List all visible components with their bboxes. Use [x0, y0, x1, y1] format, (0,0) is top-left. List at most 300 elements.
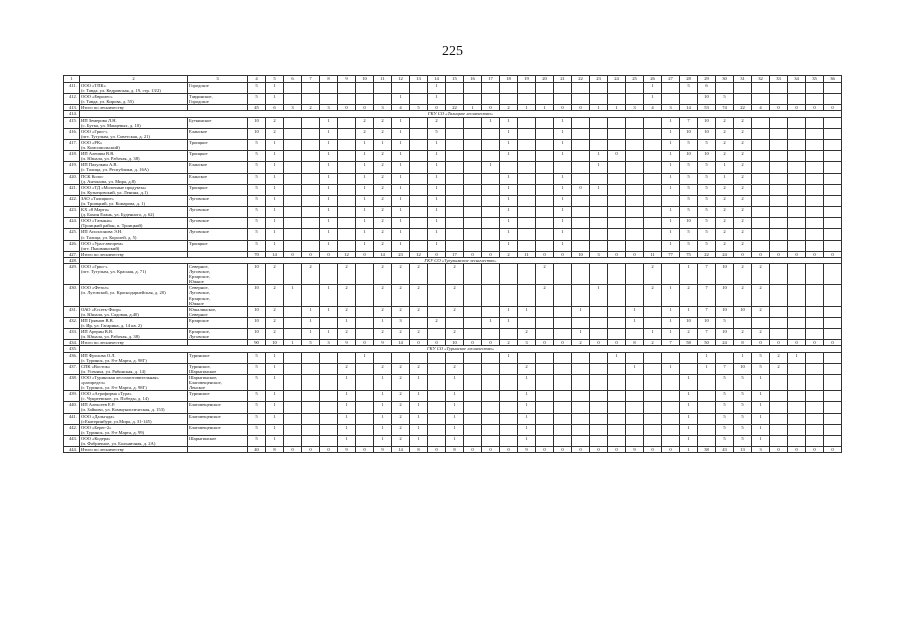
value-cell	[824, 229, 842, 240]
value-cell	[500, 329, 518, 340]
value-cell: 5	[302, 340, 320, 346]
value-cell: 1	[428, 229, 446, 240]
value-cell	[356, 329, 374, 340]
value-cell	[752, 94, 770, 105]
value-cell: 9	[626, 447, 644, 453]
value-cell	[518, 94, 536, 105]
value-cell: 0	[554, 447, 572, 453]
value-cell	[482, 139, 500, 150]
value-cell: 1	[284, 285, 302, 306]
value-cell: 2	[716, 184, 734, 195]
value-cell	[824, 363, 842, 374]
value-cell	[482, 207, 500, 218]
organization-name: ООО «Евролес»	[81, 94, 113, 100]
table-row	[64, 229, 842, 240]
value-cell: 1	[428, 162, 446, 173]
column-number: 14	[428, 76, 446, 83]
value-cell	[464, 83, 482, 94]
value-cell	[752, 218, 770, 229]
district-name: Шарыгинское,	[189, 374, 218, 380]
value-cell	[482, 173, 500, 184]
value-cell	[428, 285, 446, 306]
value-cell: 5	[716, 391, 734, 402]
value-cell: 8	[626, 340, 644, 346]
organization-name: ООО «Кодера»	[81, 435, 111, 441]
value-cell: 10	[698, 94, 716, 105]
value-cell: 1	[410, 435, 428, 446]
value-cell: 9	[338, 340, 356, 346]
organization-cell	[80, 151, 188, 162]
value-cell	[770, 424, 788, 435]
column-number: 27	[662, 76, 680, 83]
district-cell	[188, 94, 248, 105]
value-cell: 0	[608, 251, 626, 257]
value-cell: 0	[284, 251, 302, 257]
value-cell: 2	[392, 264, 410, 285]
value-cell	[446, 173, 464, 184]
value-cell	[824, 424, 842, 435]
value-cell: 1	[608, 352, 626, 363]
organization-name: ИП Пахулкин А.В.	[81, 162, 118, 168]
value-cell: 1	[266, 413, 284, 424]
value-cell	[590, 139, 608, 150]
row-number: 428.	[64, 257, 80, 263]
column-number: 15	[446, 76, 464, 83]
value-cell: 5	[248, 413, 266, 424]
value-cell: 1	[662, 151, 680, 162]
value-cell: 5	[248, 240, 266, 251]
value-cell: 0	[806, 340, 824, 346]
value-cell: 1	[464, 105, 482, 111]
value-cell: 1	[266, 218, 284, 229]
value-cell	[806, 229, 824, 240]
value-cell	[464, 391, 482, 402]
table-row	[64, 83, 842, 94]
value-cell	[788, 363, 806, 374]
value-cell: 1	[662, 363, 680, 374]
value-cell: 1	[392, 207, 410, 218]
district-name: Туринское,	[189, 363, 211, 369]
value-cell: 1	[500, 184, 518, 195]
value-cell: 5	[248, 184, 266, 195]
organization-cell	[80, 285, 188, 306]
value-cell	[752, 83, 770, 94]
value-cell: 5	[716, 94, 734, 105]
district-name: Троицкое	[189, 139, 208, 145]
value-cell: 10	[698, 128, 716, 139]
value-cell	[824, 117, 842, 128]
value-cell	[572, 435, 590, 446]
value-cell: 5	[248, 435, 266, 446]
value-cell: 0	[662, 447, 680, 453]
value-cell	[572, 402, 590, 413]
value-cell: 3	[662, 105, 680, 111]
value-cell	[590, 94, 608, 105]
organization-name: Итого по лесничеству	[81, 105, 124, 111]
value-cell	[698, 424, 716, 435]
value-cell	[446, 83, 464, 94]
value-cell: 1	[608, 105, 626, 111]
value-cell: 2	[356, 117, 374, 128]
value-cell	[626, 285, 644, 306]
value-cell: 2	[734, 117, 752, 128]
value-cell: 1	[266, 94, 284, 105]
value-cell	[554, 374, 572, 390]
value-cell: 0	[572, 105, 590, 111]
value-cell: 1	[320, 329, 338, 340]
value-cell	[752, 317, 770, 328]
value-cell	[572, 317, 590, 328]
value-cell: 14	[392, 447, 410, 453]
value-cell: 1	[500, 240, 518, 251]
row-number: 425.	[64, 229, 80, 240]
value-cell: 10	[734, 363, 752, 374]
value-cell: 5	[680, 139, 698, 150]
value-cell	[356, 83, 374, 94]
value-cell: 2	[392, 391, 410, 402]
value-cell	[356, 363, 374, 374]
value-cell: 6	[266, 105, 284, 111]
value-cell	[410, 218, 428, 229]
value-cell	[590, 402, 608, 413]
value-cell	[536, 184, 554, 195]
value-cell	[482, 184, 500, 195]
value-cell	[518, 264, 536, 285]
value-cell	[806, 173, 824, 184]
value-cell	[734, 83, 752, 94]
value-cell: 1	[320, 195, 338, 206]
value-cell: 1	[662, 173, 680, 184]
value-cell: 3	[626, 105, 644, 111]
table-row	[64, 413, 842, 424]
value-cell	[500, 413, 518, 424]
value-cell	[500, 285, 518, 306]
value-cell	[644, 139, 662, 150]
value-cell: 1	[518, 435, 536, 446]
value-cell	[770, 306, 788, 317]
column-number: 23	[590, 76, 608, 83]
organization-cell	[80, 162, 188, 173]
value-cell	[302, 218, 320, 229]
value-cell: 1	[266, 173, 284, 184]
value-cell: 2	[734, 151, 752, 162]
value-cell	[554, 285, 572, 306]
value-cell	[482, 83, 500, 94]
value-cell: 2	[374, 264, 392, 285]
value-cell	[302, 195, 320, 206]
value-cell	[320, 94, 338, 105]
value-cell	[482, 264, 500, 285]
value-cell: 1	[356, 173, 374, 184]
value-cell	[644, 363, 662, 374]
value-cell	[806, 329, 824, 340]
value-cell	[482, 240, 500, 251]
organization-name: ООО «Берег-2»	[81, 424, 112, 430]
value-cell: 0	[302, 447, 320, 453]
value-cell	[770, 285, 788, 306]
row-number: 429.	[64, 264, 80, 285]
value-cell: 1	[518, 105, 536, 111]
table-row	[64, 173, 842, 184]
value-cell: 10	[680, 218, 698, 229]
value-cell	[284, 424, 302, 435]
value-cell	[770, 195, 788, 206]
value-cell	[644, 435, 662, 446]
value-cell: 2	[374, 173, 392, 184]
value-cell: 2	[518, 363, 536, 374]
value-cell	[554, 264, 572, 285]
value-cell	[338, 240, 356, 251]
value-cell: 2	[752, 264, 770, 285]
value-cell	[464, 173, 482, 184]
value-cell	[626, 264, 644, 285]
value-cell: 0	[500, 447, 518, 453]
organization-cell	[80, 402, 188, 413]
value-cell	[734, 94, 752, 105]
value-cell: 2	[716, 151, 734, 162]
value-cell: 1	[338, 424, 356, 435]
value-cell: 5	[248, 139, 266, 150]
value-cell: 5	[248, 94, 266, 105]
value-cell	[788, 139, 806, 150]
value-cell	[770, 207, 788, 218]
value-cell	[662, 413, 680, 424]
value-cell	[302, 435, 320, 446]
value-cell: 0	[806, 251, 824, 257]
value-cell: 7	[698, 285, 716, 306]
value-cell: 1	[410, 402, 428, 413]
value-cell	[482, 285, 500, 306]
value-cell: 5	[248, 207, 266, 218]
organization-name: ООО «Грио-»	[81, 128, 108, 134]
district-cell	[188, 184, 248, 195]
value-cell	[788, 402, 806, 413]
value-cell	[338, 184, 356, 195]
value-cell	[608, 117, 626, 128]
value-cell: 2	[734, 139, 752, 150]
value-cell: 2	[338, 306, 356, 317]
value-cell	[302, 240, 320, 251]
value-cell	[806, 139, 824, 150]
value-cell	[572, 151, 590, 162]
district-cell	[188, 162, 248, 173]
value-cell	[356, 424, 374, 435]
district-name: Городское	[189, 99, 209, 105]
value-cell	[284, 391, 302, 402]
value-cell: 1	[410, 374, 428, 390]
organization-cell	[80, 117, 188, 128]
value-cell	[662, 424, 680, 435]
value-cell: 2	[410, 264, 428, 285]
value-cell	[482, 402, 500, 413]
value-cell	[770, 240, 788, 251]
table-row	[64, 374, 842, 390]
value-cell: 0	[302, 251, 320, 257]
district-name: Троицкое	[189, 240, 208, 246]
value-cell	[572, 94, 590, 105]
value-cell: 2	[770, 352, 788, 363]
row-number: 420.	[64, 173, 80, 184]
value-cell	[410, 83, 428, 94]
value-cell: 2	[392, 363, 410, 374]
column-number: 22	[572, 76, 590, 83]
value-cell: 22	[698, 251, 716, 257]
value-cell	[824, 240, 842, 251]
value-cell: 2	[716, 240, 734, 251]
organization-address: (г. Талица, ул. Республики, д. 16А)	[81, 167, 149, 173]
value-cell	[608, 128, 626, 139]
table-row	[64, 139, 842, 150]
value-cell: 2	[734, 329, 752, 340]
value-cell: 0	[284, 447, 302, 453]
value-cell: 1	[356, 139, 374, 150]
value-cell: 1	[392, 117, 410, 128]
row-number: 416.	[64, 128, 80, 139]
value-cell	[824, 83, 842, 94]
value-cell: 10	[734, 306, 752, 317]
district-name: Луговское	[189, 229, 209, 235]
value-cell: 13	[734, 447, 752, 453]
value-cell: 22	[734, 105, 752, 111]
value-cell: 1	[428, 184, 446, 195]
value-cell: 2	[266, 285, 284, 306]
value-cell	[302, 162, 320, 173]
value-cell: 8	[734, 340, 752, 346]
value-cell: 1	[428, 240, 446, 251]
value-cell	[464, 363, 482, 374]
value-cell: 1	[554, 128, 572, 139]
value-cell: 1	[554, 173, 572, 184]
value-cell: 1	[590, 285, 608, 306]
value-cell	[644, 117, 662, 128]
column-number: 24	[608, 76, 626, 83]
value-cell	[752, 128, 770, 139]
value-cell: 7	[698, 264, 716, 285]
organization-address: (п. Кузнецовский, ул. Ленина, д.1)	[81, 189, 148, 195]
organization-cell	[80, 374, 188, 390]
value-cell: 2	[752, 306, 770, 317]
value-cell: 2	[392, 374, 410, 390]
value-cell: 0	[482, 251, 500, 257]
value-cell	[536, 117, 554, 128]
value-cell	[608, 329, 626, 340]
value-cell	[626, 94, 644, 105]
value-cell: 2	[266, 264, 284, 285]
value-cell	[482, 329, 500, 340]
value-cell	[572, 374, 590, 390]
column-number: 29	[698, 76, 716, 83]
value-cell	[788, 240, 806, 251]
value-cell: 1	[680, 306, 698, 317]
value-cell: 10	[680, 128, 698, 139]
district-cell	[188, 363, 248, 374]
value-cell: 0	[554, 251, 572, 257]
value-cell	[464, 184, 482, 195]
value-cell: 5	[734, 435, 752, 446]
row-number: 423.	[64, 207, 80, 218]
value-cell	[302, 94, 320, 105]
value-cell: 10	[248, 317, 266, 328]
value-cell: 1	[500, 128, 518, 139]
value-cell: 2	[374, 229, 392, 240]
value-cell: 1	[554, 117, 572, 128]
value-cell	[806, 117, 824, 128]
value-cell	[806, 363, 824, 374]
district-name: Туринское	[189, 391, 210, 397]
value-cell	[644, 240, 662, 251]
value-cell	[824, 435, 842, 446]
table-row	[64, 207, 842, 218]
value-cell: 5	[734, 391, 752, 402]
value-cell: 1	[392, 173, 410, 184]
district-cell	[188, 207, 248, 218]
value-cell	[788, 285, 806, 306]
value-cell	[482, 374, 500, 390]
value-cell	[680, 363, 698, 374]
column-number: 34	[788, 76, 806, 83]
value-cell	[824, 139, 842, 150]
value-cell: 1	[392, 184, 410, 195]
column-number: 19	[518, 76, 536, 83]
table-row	[64, 329, 842, 340]
value-cell: 74	[716, 105, 734, 111]
value-cell	[626, 117, 644, 128]
value-cell	[626, 435, 644, 446]
table-row	[64, 402, 842, 413]
value-cell	[482, 352, 500, 363]
value-cell: 8	[410, 447, 428, 453]
value-cell	[554, 83, 572, 94]
value-cell	[590, 207, 608, 218]
value-cell	[608, 435, 626, 446]
district-cell	[188, 139, 248, 150]
value-cell	[644, 173, 662, 184]
value-cell: 0	[536, 251, 554, 257]
value-cell: 1	[410, 391, 428, 402]
district-name: Шарыгинское	[189, 368, 217, 374]
district-name: Луговское,	[189, 269, 211, 275]
value-cell: 1	[662, 117, 680, 128]
value-cell: 1	[500, 173, 518, 184]
value-cell: 0	[806, 447, 824, 453]
value-cell: 1	[266, 363, 284, 374]
value-cell	[554, 435, 572, 446]
value-cell: 1	[680, 413, 698, 424]
section-title: ГКУ СО «Талицкое лесничество»	[80, 111, 842, 117]
organization-name: КХ «8 Марта»	[81, 207, 110, 213]
column-number: 3	[188, 76, 248, 83]
row-number: 424.	[64, 218, 80, 229]
value-cell	[536, 139, 554, 150]
value-cell: 3	[392, 317, 410, 328]
value-cell	[590, 435, 608, 446]
value-cell: 1	[338, 317, 356, 328]
value-cell	[428, 402, 446, 413]
value-cell: 5	[698, 162, 716, 173]
value-cell	[590, 117, 608, 128]
value-cell: 0	[482, 447, 500, 453]
value-cell	[590, 391, 608, 402]
value-cell: 2	[752, 329, 770, 340]
value-cell: 14	[374, 251, 392, 257]
district-name: Северное,	[189, 264, 209, 269]
value-cell	[608, 162, 626, 173]
value-cell	[806, 402, 824, 413]
value-cell	[446, 207, 464, 218]
column-number: 7	[302, 76, 320, 83]
value-cell: 0	[824, 105, 842, 111]
value-cell: 2	[734, 229, 752, 240]
